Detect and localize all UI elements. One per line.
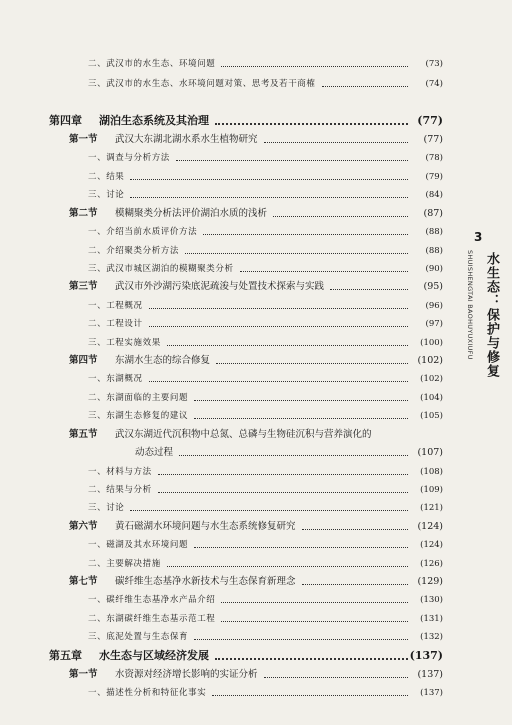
dot-leader bbox=[212, 695, 408, 696]
toc-entry bbox=[0, 573, 512, 591]
entry-title: 二、东湖面临的主要问题 bbox=[88, 393, 189, 403]
entry-title: 二、结果与分析 bbox=[88, 485, 152, 495]
dot-leader bbox=[130, 510, 408, 511]
page-ref: (95) bbox=[423, 281, 443, 292]
dot-leader bbox=[149, 308, 408, 309]
page-ref: (124) bbox=[420, 540, 443, 550]
toc-entry bbox=[0, 426, 512, 444]
toc-entry bbox=[0, 591, 512, 609]
page-ref: (109) bbox=[420, 485, 443, 495]
page-ref: (124) bbox=[417, 521, 443, 532]
toc-entry bbox=[0, 168, 512, 186]
toc-entry bbox=[0, 628, 512, 646]
toc-entry bbox=[0, 205, 512, 223]
entry-title: 一、材料与方法 bbox=[88, 467, 152, 477]
page-ref: (121) bbox=[420, 503, 443, 513]
dot-leader bbox=[194, 547, 408, 548]
toc-entry bbox=[0, 389, 512, 407]
toc-entry bbox=[0, 481, 512, 499]
dot-leader bbox=[185, 253, 408, 254]
toc-entry bbox=[0, 610, 512, 628]
page-ref: (131) bbox=[420, 614, 443, 624]
toc-entry bbox=[0, 260, 512, 278]
entry-title: 模糊聚类分析法评价湖泊水质的浅析 bbox=[115, 208, 268, 219]
page-ref: (104) bbox=[420, 393, 443, 403]
toc-entry bbox=[0, 55, 512, 73]
toc-entry bbox=[0, 297, 512, 315]
toc-entry bbox=[0, 242, 512, 260]
entry-title: 三、武汉市的水生态、水环境问题对策、思考及若干商榷 bbox=[88, 79, 316, 89]
entry-title: 一、磁湖及其水环境问题 bbox=[88, 540, 189, 550]
dot-leader bbox=[221, 66, 408, 67]
toc-entry bbox=[0, 112, 512, 130]
page-ref: (78) bbox=[425, 153, 443, 163]
page-ref: (137) bbox=[409, 649, 443, 662]
entry-title: 一、描述性分析和特征化事实 bbox=[88, 688, 207, 698]
dot-leader bbox=[322, 86, 408, 87]
section-number: 第一节 bbox=[69, 669, 98, 680]
entry-title: 一、介绍当前水质评价方法 bbox=[88, 227, 198, 237]
entry-title: 三、底泥处置与生态保育 bbox=[88, 632, 189, 642]
section-number: 第三节 bbox=[69, 281, 98, 292]
entry-title: 一、东湖概况 bbox=[88, 374, 143, 384]
page-ref: (90) bbox=[425, 264, 443, 274]
toc-entry bbox=[0, 463, 512, 481]
dot-leader bbox=[203, 234, 408, 235]
dot-leader bbox=[215, 123, 408, 125]
book-title-vertical: 水生态：保护与修复 bbox=[484, 252, 499, 378]
dot-leader bbox=[330, 289, 408, 290]
dot-leader bbox=[215, 658, 408, 660]
toc-entry bbox=[0, 75, 512, 93]
toc-entry bbox=[0, 131, 512, 149]
dot-leader bbox=[194, 400, 408, 401]
section-number: 第四节 bbox=[69, 355, 98, 366]
entry-title: 三、工程实施效果 bbox=[88, 338, 161, 348]
toc-entry bbox=[0, 186, 512, 204]
entry-title: 三、武汉市城区湖泊的模糊聚类分析 bbox=[88, 264, 234, 274]
dot-leader bbox=[240, 271, 408, 272]
entry-title: 水生态与区域经济发展 bbox=[99, 649, 209, 662]
entry-title: 二、东湖碳纤维生态基示范工程 bbox=[88, 614, 216, 624]
dot-leader bbox=[302, 584, 408, 585]
entry-title: 武汉东湖近代沉积物中总氮、总磷与生物硅沉积与营养演化的 bbox=[115, 429, 372, 440]
entry-title: 东湖水生态的综合修复 bbox=[115, 355, 211, 366]
page-ref: (87) bbox=[423, 208, 443, 219]
page-ref: (74) bbox=[425, 79, 443, 89]
dot-leader bbox=[167, 566, 408, 567]
dot-leader bbox=[130, 197, 408, 198]
page-number: 3 bbox=[474, 230, 483, 244]
page-ref: (97) bbox=[425, 319, 443, 329]
dot-leader bbox=[273, 216, 408, 217]
section-number: 第五节 bbox=[69, 429, 98, 440]
page-ref: (137) bbox=[420, 688, 443, 698]
dot-leader bbox=[167, 345, 408, 346]
toc-entry bbox=[0, 407, 512, 425]
page-ref: (84) bbox=[425, 190, 443, 200]
page-ref: (107) bbox=[417, 447, 443, 458]
entry-title: 二、工程设计 bbox=[88, 319, 143, 329]
entry-title: 二、武汉市的水生态、环境问题 bbox=[88, 59, 216, 69]
dot-leader bbox=[264, 677, 408, 678]
section-number: 第一节 bbox=[69, 134, 98, 145]
toc-entry bbox=[0, 647, 512, 665]
dot-leader bbox=[264, 142, 408, 143]
toc-entry bbox=[0, 278, 512, 296]
toc-entry bbox=[0, 370, 512, 388]
dot-leader bbox=[149, 326, 408, 327]
entry-title: 一、碳纤维生态基净水产品介绍 bbox=[88, 595, 216, 605]
toc-entry bbox=[0, 223, 512, 241]
dot-leader bbox=[302, 529, 408, 530]
page-ref: (102) bbox=[420, 374, 443, 384]
toc-entry bbox=[0, 684, 512, 702]
dot-leader bbox=[149, 381, 408, 382]
page-ref: (105) bbox=[420, 411, 443, 421]
toc-entry bbox=[0, 334, 512, 352]
entry-title: 二、介绍聚类分析方法 bbox=[88, 246, 180, 256]
page-ref: (79) bbox=[425, 172, 443, 182]
entry-title: 动态过程 bbox=[135, 447, 174, 458]
entry-title: 武汉大东湖北湖水系水生植物研究 bbox=[115, 134, 258, 145]
dot-leader bbox=[221, 602, 408, 603]
entry-title: 二、结果 bbox=[88, 172, 125, 182]
dot-leader bbox=[179, 455, 408, 456]
chapter-number: 第四章 bbox=[49, 114, 82, 127]
section-number: 第二节 bbox=[69, 208, 98, 219]
dot-leader bbox=[221, 621, 408, 622]
page-ref: (102) bbox=[417, 355, 443, 366]
toc-entry bbox=[0, 499, 512, 517]
toc-entry bbox=[0, 444, 512, 462]
toc-entry bbox=[0, 555, 512, 573]
dot-leader bbox=[194, 418, 408, 419]
dot-leader bbox=[158, 474, 408, 475]
chapter-number: 第五章 bbox=[49, 649, 82, 662]
dot-leader bbox=[176, 160, 408, 161]
toc-entry bbox=[0, 149, 512, 167]
page-ref: (132) bbox=[420, 632, 443, 642]
entry-title: 二、主要解决措施 bbox=[88, 559, 161, 569]
entry-title: 一、调查与分析方法 bbox=[88, 153, 170, 163]
section-number: 第七节 bbox=[69, 576, 98, 587]
page-ref: (126) bbox=[420, 559, 443, 569]
page-ref: (130) bbox=[420, 595, 443, 605]
entry-title: 一、工程概况 bbox=[88, 301, 143, 311]
dot-leader bbox=[216, 363, 408, 364]
toc-entry bbox=[0, 666, 512, 684]
page-ref: (88) bbox=[425, 246, 443, 256]
page-ref: (77) bbox=[423, 134, 443, 145]
dot-leader bbox=[130, 179, 408, 180]
page-ref: (73) bbox=[425, 59, 443, 69]
page-ref: (88) bbox=[425, 227, 443, 237]
page-ref: (137) bbox=[417, 669, 443, 680]
book-title-pinyin: SHUISHENGTAI BAOHUYUXIUFU bbox=[466, 250, 474, 360]
page-ref: (108) bbox=[420, 467, 443, 477]
page-ref: (129) bbox=[417, 576, 443, 587]
toc-entry bbox=[0, 536, 512, 554]
page-ref: (96) bbox=[425, 301, 443, 311]
entry-title: 水资源对经济增长影响的实证分析 bbox=[115, 669, 258, 680]
section-number: 第六节 bbox=[69, 521, 98, 532]
entry-title: 三、讨论 bbox=[88, 190, 125, 200]
entry-title: 湖泊生态系统及其治理 bbox=[99, 114, 209, 127]
toc-entry bbox=[0, 352, 512, 370]
page-ref: (77) bbox=[417, 114, 443, 127]
page-ref: (100) bbox=[420, 338, 443, 348]
entry-title: 三、东湖生态修复的建议 bbox=[88, 411, 189, 421]
entry-title: 三、讨论 bbox=[88, 503, 125, 513]
dot-leader bbox=[158, 492, 408, 493]
dot-leader bbox=[194, 639, 408, 640]
toc-entry bbox=[0, 315, 512, 333]
entry-title: 武汉市外沙湖污染底泥疏浚与处置技术探索与实践 bbox=[115, 281, 325, 292]
entry-title: 黄石磁湖水环境问题与水生态系统修复研究 bbox=[115, 521, 296, 532]
toc-entry bbox=[0, 518, 512, 536]
entry-title: 碳纤维生态基净水新技术与生态保育新理念 bbox=[115, 576, 296, 587]
